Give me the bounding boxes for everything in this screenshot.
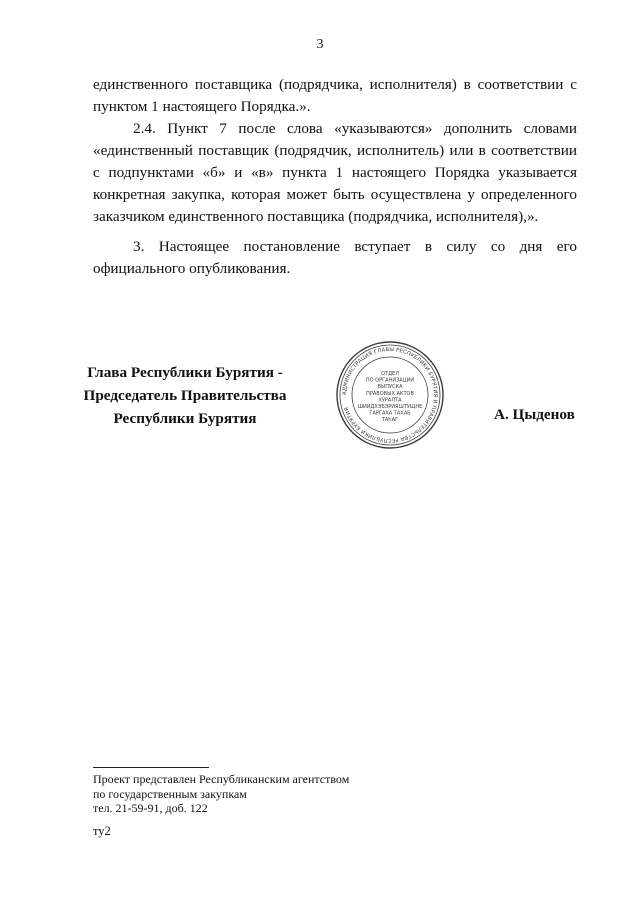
signatory-title-line: Республики Бурятия [113,410,257,427]
seal-center-line: ГАРГАХА ТАХАБ [369,410,411,417]
seal-center-line: ШИИДХЭБЭРИЯШТУЩНЕ [357,404,423,410]
page-number: 3 [316,37,324,52]
paragraph-continuation: единственного поставщика (подрядчика, исполнителя) в соответствии с пунктом 1 настоящего Порядка.». [93,76,577,115]
paragraph-item-2-4: 2.4. Пункт 7 после слова «указываются» дополнить словами «единственный поставщик (подрядчик, исполнитель) или в соответствии с подпунктами «б» и «в» пункта 1 настоящего Порядка указывается конкретная закупка, которая может быть осуществлена у определенного заказчиком единственного поставщика (подрядчика, исполнителя),». [93,120,577,225]
footnote-line: тел. 21-59-91, доб. 122 [93,801,208,815]
seal-center-line: ПО ОРГАНИЗАЦИИ [365,377,415,384]
seal-ring-text: АДМИНИСТРАЦИЯ ГЛАВЫ РЕСПУБЛИКИ БУРЯТИЯ И ПРАВИТЕЛЬСТВА РЕСПУБЛИКИ БУРЯТИЯ [341,346,439,444]
footnote-line: по государственным закупкам [93,786,247,801]
footnote [93,772,453,816]
document-code: ту2 [93,824,111,838]
signatory-title-line: Глава Республики Бурятия - [87,364,283,381]
seal-center-line: ХУРАЛТА [378,397,402,404]
seal-center-line: ТАҺАГ [381,417,399,424]
seal-center-text [358,371,423,423]
signatory-title-line: Председатель Правительства [83,387,287,404]
footnote-line: Проект представлен Республиканским агентством [93,772,350,786]
seal-center-line: ВЫПУСКА [377,384,403,391]
paragraph-item-3: 3. Настоящее постановление вступает в силу со дня его официального опубликования. [93,238,577,277]
seal-center-line: ПРАВОВЫХ АКТОВ [366,390,414,397]
signatory-title [70,361,300,430]
official-seal-stamp [335,340,445,450]
seal-center-line: ОТДЕЛ [381,371,399,377]
signatory-name: А. Цыденов [494,406,575,423]
footnote-divider [93,767,209,768]
